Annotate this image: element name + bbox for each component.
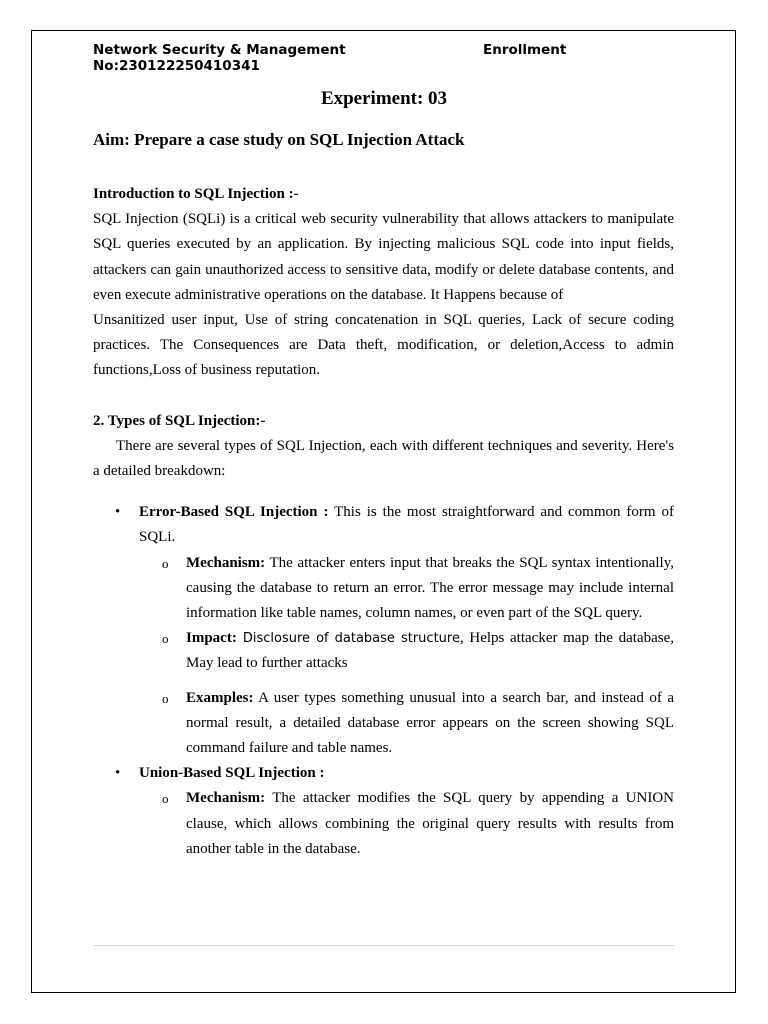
- union-based-details: [139, 786, 674, 862]
- types-list: [93, 500, 674, 862]
- sub-bullet-marker: o: [162, 631, 169, 647]
- impact-sans-text: Disclosure of database structure: [236, 631, 460, 647]
- enrollment-number: No:230122250410341: [93, 58, 260, 74]
- error-examples-item: [139, 686, 674, 762]
- union-mechanism-item: [139, 786, 674, 862]
- list-item-union-based: [93, 761, 674, 862]
- error-mechanism-item: [139, 551, 674, 627]
- intro-heading: Introduction to SQL Injection :-: [93, 186, 299, 202]
- sub-bullet-marker: o: [162, 791, 169, 807]
- list-spacer: [139, 677, 674, 686]
- intro-paragraph-1: SQL Injection (SQLi) is a critical web security vulnerability that allows attackers to manipulate SQL queries executed by an application. By injecting malicious SQL code into input fields, attackers can gain unauthorized access to sensitive data, modify or delete database contents, and even execute administrative operations on the database. It Happens because of: [93, 211, 674, 303]
- impact-label: Impact:: [186, 630, 237, 647]
- impact-text: , Helps attacker map the database, May lead to further attacks: [186, 630, 674, 672]
- aim-heading: Aim: Prepare a case study on SQL Injection Attack: [93, 130, 465, 149]
- error-based-details: [139, 551, 674, 762]
- footer-divider: [93, 945, 675, 946]
- list-item-error-based: [93, 500, 674, 761]
- mechanism-label: Mechanism:: [186, 790, 266, 807]
- bullet-marker: •: [115, 504, 121, 521]
- page-title: Experiment: 03: [320, 88, 448, 109]
- union-based-title: Union-Based SQL Injection :: [139, 765, 325, 782]
- error-based-title: Error-Based SQL Injection :: [139, 504, 329, 521]
- error-based-desc: This is the most straightforward and common form of SQLi.: [139, 504, 675, 546]
- document-body: [93, 182, 674, 862]
- error-impact-item: [139, 626, 674, 676]
- types-intro: There are several types of SQL Injection, each with different techniques and severity. Here's a detailed breakdown:: [93, 437, 674, 480]
- mechanism-text: The attacker modifies the SQL query by appending a UNION clause, which allows combining the original query results with results from another table in the database.: [186, 790, 674, 857]
- types-heading: 2. Types of SQL Injection:-: [93, 412, 266, 429]
- examples-text: A user types something unusual into a search bar, and instead of a normal result, a detailed database error appears on the screen showing SQL command failure and table names.: [186, 689, 674, 757]
- examples-label: Examples:: [186, 689, 254, 706]
- sub-bullet-marker: o: [162, 555, 169, 571]
- bullet-marker: •: [115, 765, 121, 782]
- mechanism-label: Mechanism:: [186, 554, 266, 571]
- sub-bullet-marker: o: [162, 690, 169, 706]
- enrollment-label: Enrollment: [483, 42, 567, 58]
- intro-paragraph-2: Unsanitized user input, Use of string concatenation in SQL queries, Lack of secure coding practices. The Consequences are Data theft, modification, or deletion,Access to admin functions,Loss of business reputation.: [93, 312, 674, 379]
- mechanism-text: The attacker enters input that breaks the SQL syntax intentionally, causing the database to return an error. The error message may include internal information like table names, column names, or even part of the SQL query.: [186, 554, 674, 622]
- course-name: Network Security & Management: [93, 42, 346, 58]
